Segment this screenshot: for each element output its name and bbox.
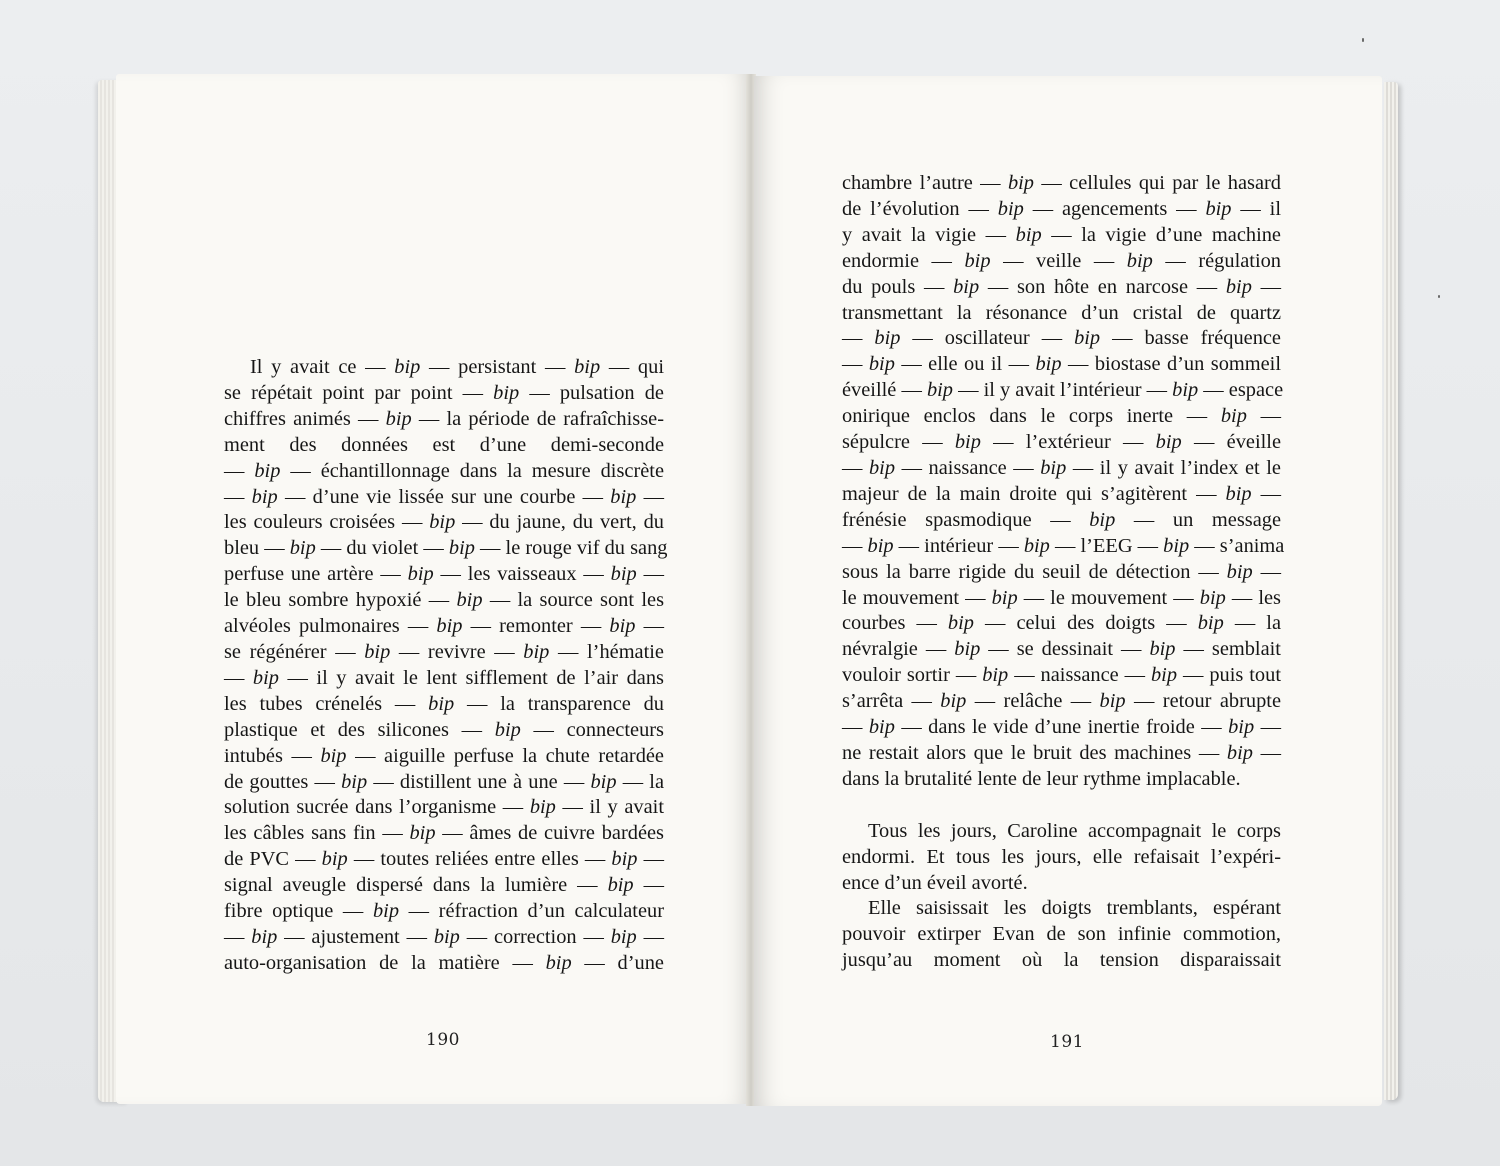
text-line: s’arrêta — bip — relâche — bip — retour abrupte bbox=[842, 690, 1281, 713]
text-line: dans la brutalité lente de leur rythme implacable. bbox=[842, 767, 1241, 790]
text-line: — bip — échantillonnage dans la mesure discrète bbox=[224, 459, 665, 482]
text-line: onirique enclos dans le corps inerte — bip — bbox=[842, 405, 1281, 428]
text-line: névralgie — bip — se dessinait — bip — semblait bbox=[842, 638, 1281, 661]
text-line: ment des données est d’une demi-seconde bbox=[224, 433, 664, 456]
text-line: — bip — elle ou il — bip — biostase d’un sommeil bbox=[842, 353, 1281, 376]
text-line: sépulcre — bip — l’extérieur — bip — éveille bbox=[842, 431, 1281, 454]
text-line: chiffres animés — bip — la période de rafraîchisse- bbox=[224, 407, 664, 430]
text-line: les tubes crénelés — bip — la transparence du bbox=[224, 692, 665, 715]
page-number-right: 191 bbox=[1050, 1032, 1084, 1052]
text-line: — bip — d’une vie lissée sur une courbe — bip — bbox=[224, 485, 664, 508]
text-line: le mouvement — bip — le mouvement — bip — les bbox=[842, 586, 1281, 609]
text-line: le bleu sombre hypoxié — bip — la source sont les bbox=[224, 589, 664, 612]
text-line: Elle saisissait les doigts tremblants, espérant bbox=[868, 897, 1281, 920]
text-line: Il y avait ce — bip — persistant — bip — qui bbox=[250, 356, 664, 378]
text-line: — bip — naissance — bip — il y avait l’index et le bbox=[842, 456, 1281, 479]
text-line: — bip — il y avait le lent sifflement de l’air dans bbox=[224, 666, 664, 689]
page-left bbox=[116, 74, 748, 1104]
text-line: majeur de la main droite qui s’agitèrent — bip — bbox=[842, 482, 1281, 505]
text-line: solution sucrée dans l’organisme — bip — il y avait bbox=[224, 796, 664, 819]
text-line: courbes — bip — celui des doigts — bip — la bbox=[842, 612, 1281, 635]
text-line: plastique et des silicones — bip — connecteurs bbox=[224, 718, 664, 741]
dust-speck bbox=[1362, 38, 1364, 42]
text-line: Tous les jours, Caroline accompagnait le corps bbox=[868, 819, 1281, 842]
text-line: fibre optique — bip — réfraction d’un calculateur bbox=[224, 900, 664, 923]
text-line: endormi. Et tous les jours, elle refaisait l’expéri- bbox=[842, 845, 1281, 868]
paragraph-gap bbox=[842, 793, 1281, 819]
text-line: ne restait alors que le bruit des machines — bip — bbox=[842, 741, 1281, 764]
text-line: intubés — bip — aiguille perfuse la chute retardée bbox=[224, 744, 664, 767]
text-line: éveillé — bip — il y avait l’intérieur — bip — espace bbox=[842, 379, 1284, 402]
text-line: les câbles sans fin — bip — âmes de cuivre bardées bbox=[224, 822, 664, 845]
text-line: ence d’un éveil avorté. bbox=[842, 871, 1028, 894]
text-line: de l’évolution — bip — agencements — bip — il bbox=[842, 197, 1281, 220]
text-line: bleu — bip — du violet — bip — le rouge vif du sang bbox=[224, 537, 668, 560]
text-line: vouloir sortir — bip — naissance — bip — puis tout bbox=[842, 664, 1281, 687]
left-page-body bbox=[224, 355, 668, 977]
open-book bbox=[98, 74, 1398, 1114]
text-line: — bip — dans le vide d’une inertie froide — bip — bbox=[842, 716, 1281, 739]
text-line: auto-organisation de la matière — bip — d’une bbox=[224, 951, 664, 974]
text-line: — bip — oscillateur — bip — basse fréquence bbox=[842, 327, 1281, 350]
page-stack-right bbox=[1384, 82, 1398, 1100]
text-line: y avait la vigie — bip — la vigie d’une machine bbox=[842, 223, 1281, 246]
text-line: jusqu’au moment où la tension disparaissait bbox=[842, 949, 1281, 972]
text-line: de PVC — bip — toutes reliées entre elles — bip — bbox=[224, 848, 664, 871]
text-line: frénésie spasmodique — bip — un message bbox=[842, 508, 1281, 531]
text-line: sous la barre rigide du seuil de détection — bip — bbox=[842, 560, 1281, 583]
page-right bbox=[754, 76, 1382, 1106]
text-line: pouvoir extirper Evan de son infinie commotion, bbox=[842, 923, 1281, 946]
text-line: se régénérer — bip — revivre — bip — l’hématie bbox=[224, 640, 664, 663]
text-line: alvéoles pulmonaires — bip — remonter — bip — bbox=[224, 615, 664, 638]
text-line: signal aveugle dispersé dans la lumière — bip — bbox=[224, 874, 664, 897]
text-line: endormie — bip — veille — bip — régulation bbox=[842, 249, 1281, 272]
page-number-left: 190 bbox=[426, 1030, 460, 1050]
text-line: de gouttes — bip — distillent une à une — bip — la bbox=[224, 770, 664, 793]
text-line: chambre l’autre — bip — cellules qui par le hasard bbox=[842, 172, 1281, 194]
text-line: perfuse une artère — bip — les vaisseaux — bip — bbox=[224, 563, 664, 586]
text-line: les couleurs croisées — bip — du jaune, du vert, du bbox=[224, 511, 664, 534]
dust-speck bbox=[1438, 295, 1440, 298]
text-line: — bip — ajustement — bip — correction — bip — bbox=[224, 925, 664, 948]
right-page-body bbox=[842, 171, 1285, 974]
text-line: du pouls — bip — son hôte en narcose — bip — bbox=[842, 275, 1281, 298]
text-line: se répétait point par point — bip — pulsation de bbox=[224, 381, 664, 404]
text-line: transmettant la résonance d’un cristal de quartz bbox=[842, 301, 1281, 324]
text-line: — bip — intérieur — bip — l’EEG — bip — s’anima bbox=[842, 534, 1285, 557]
